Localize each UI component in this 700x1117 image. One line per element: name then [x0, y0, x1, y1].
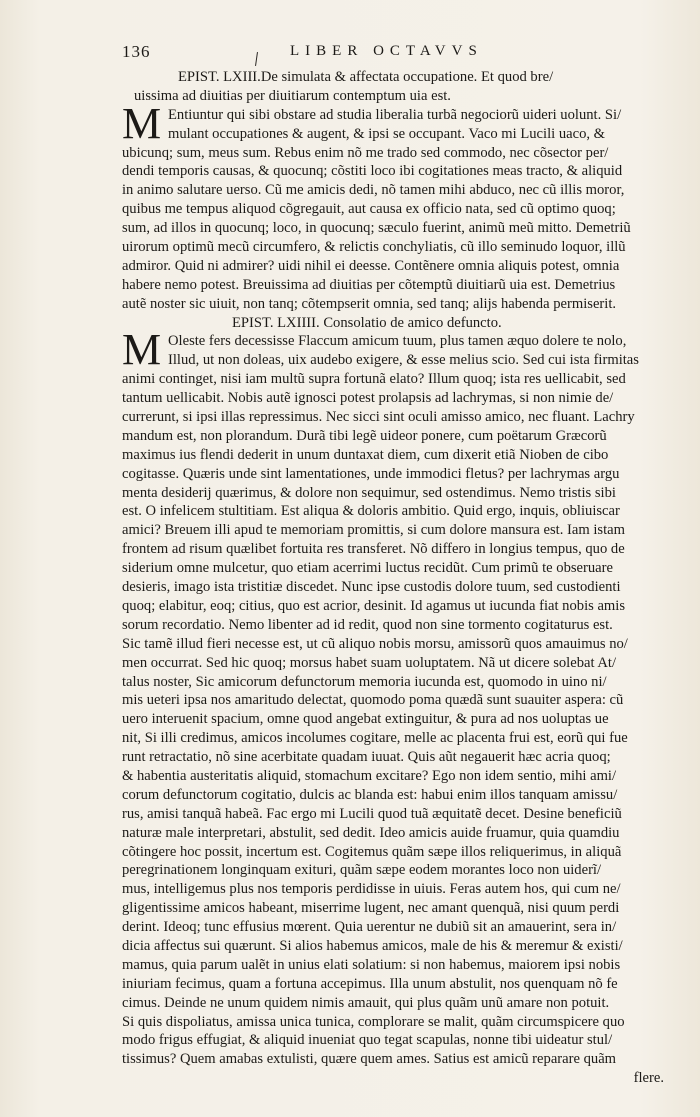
epistle-64-line: cõtingere hoc possit, incertum est. Cogitemus quãm sæpe illos reliquerimus, in aliquã [122, 843, 622, 860]
epistle-64-line: currerunt, si ipsi illas repressimus. Nec sicci sint oculi amisso amico, nec fluant. Lachry [122, 409, 635, 426]
epistle-63-heading-line-2: uissima ad diuitias per diuitiarum contemptum uia est. [134, 87, 451, 104]
epistle-64-line: sorum recordatio. Nemo libenter ad id redit, quod non sine tormento cogitaturus est. [122, 616, 613, 633]
epistle-63-body [122, 98, 668, 314]
epistle-64-line: runt retractatio, nõ sine acerbitate quadam iuuat. Quis aũt negauerit hæc acria quoq; [122, 749, 611, 766]
ink-mark [255, 52, 258, 66]
epistle-64-line: cogitasse. Quæris unde sint lamentationes, unde immodici fletus? per lachrymas argu [122, 465, 620, 482]
epistle-64-line: Oleste fers decessisse Flaccum amicum tuum, plus tamen æquo dolere te nolo, [168, 333, 627, 350]
epistle-64-line: maximus ius flendi dederit in unum duntaxat diem, cum dixerit etiã Nioben de cibo [122, 446, 609, 463]
epistle-64-line: iniuriam fecimus, quam a fortuna accepimus. Illa unum abstulit, nos quenquam nõ fe [122, 975, 618, 992]
epistle-64-line: frontem ad risum quælibet fortuita res transferet. Nõ differo in longius tempus, quo de [122, 541, 625, 558]
epistle-63-line: admiror. Quid ni admirer? uidi nihil ei deesse. Contẽnere omnia aliquis potest, omnia [122, 257, 620, 274]
running-head: LIBER OCTAVVS [290, 43, 483, 59]
epistle-63-line: dendi temporis causas, & quocunq; cõstiti loco ibi cogitationes meas tracto, & aliquid [122, 163, 623, 180]
epistle-64-line: menta desiderij quærimus, & dolore non sequimur, sed ostendimus. Nemo tristis sibi [122, 484, 616, 501]
epistle-64-line: amici? Breuem illi apud te memoriam promittis, si cum dolore mansura est. Iam istam [122, 522, 625, 539]
epistle-64-line: est. O infelicem stultitiam. Est aliqua & doloris ambitio. Quid ergo, inquis, obliuiscar [122, 503, 620, 520]
epistle-64-line: mis ueteri ipsa nos amaritudo delectat, quomodo poma quædã sunt suauiter aspera: cũ [122, 692, 624, 709]
epistle-64-line: desieris, imago ista tristitiæ discedet. Nunc ipse custodis dolore tuum, sed custodienti [122, 579, 621, 596]
epistle-64-line: peregrinationem longinquam exituri, quãm sæpe eodem morantes loco non uiderĩ/ [122, 862, 602, 879]
epistle-64-line: dicia affectus sui quærunt. Si alios habemus amicos, male de his & meremur & existi/ [122, 937, 623, 954]
text-block [122, 68, 668, 1088]
epistle-64-line: derint. Ideoq; tunc effusius mœrent. Quia uerentur ne dubiũ sit an amauerint, sera in/ [122, 919, 617, 936]
epistle-64-line: rus, amisi tanquã habeã. Fac ergo mi Lucili quod tuã æquitatẽ decet. Desine beneficiũ [122, 805, 622, 822]
epistle-64-initial: M [122, 325, 162, 375]
epistle-63-line: autẽ noster sic uiuit, non tanq; cõtempserit omnia, sed tanq; alijs habenda permiserit. [122, 295, 617, 312]
epistle-64-line: mandum est, non plorandum. Durã tibi legẽ uideor ponere, cum poëtarum Græcorũ [122, 427, 607, 444]
epistle-64-line: mamus, quia parum ualẽt in unius elati solatium: si non habemus, maiorem ipsi nobis [122, 956, 621, 973]
epistle-64-heading: EPIST. LXIIII. Consolatio de amico defuncto. [232, 314, 502, 331]
epistle-64-line: tantum uellicabit. Nobis autẽ ignosci potest prolapsis ad lachrymas, si non nimie de/ [122, 390, 614, 407]
epistle-64-line: uero interuenit spacium, omne quod angebat extinguitur, & pura ad nos uoluptas ue [122, 711, 609, 728]
epistle-64-line: naturæ male interpretari, abstulit, sed dedit. Ideo amicis auide fruamur, quia quamdiu [122, 824, 620, 841]
epistle-63-line: mulant occupationes & augent, & ipsi se occupant. Vaco mi Lucili uaco, & [168, 125, 606, 142]
epistle-64-line: nit, Si illi credimus, amicos incolumes cogitare, melle ac placenta frui est, eorũ qui fue [122, 730, 628, 747]
epistle-63-line: sum, ad illos in quocunq; loco, in quocunq; sæculo fuerint, animũ meũ mitto. Demetriũ [122, 220, 631, 237]
epistle-64-line: corum defunctorum cogitatio, dulcis ac blanda est: habui enim illos tanquam amissu/ [122, 786, 618, 803]
epistle-64-line: siderium omne mulcetur, quo etiam acerrimi luctus recidũt. Cum primũ te obseruare [122, 560, 613, 577]
epistle-64-line: animi continget, nisi iam multũ supra fortunã elato? Illum quoq; ista res uellicabit, sed [122, 371, 626, 388]
epistle-64-line: & habentia austeritatis aliquid, stomachum excitare? Ego non idem sentio, mihi ami/ [122, 767, 617, 784]
epistle-64-line: talus noster, Sic amicorum defunctorum memoria iucunda est, quomodo in uino ni/ [122, 673, 607, 690]
epistle-64-line: tissimus? Quem amabas extulisti, quære quem ames. Satius est amicũ reparare quãm [122, 1051, 617, 1068]
epistle-63-line: Entiuntur qui sibi obstare ad studia liberalia turbã negociorũ uideri uolunt. Si/ [168, 106, 622, 123]
epistle-63-line: habere nemo potest. Breuissima ad diuitias per cõtemptũ diuitiarũ uia est. Demetrius [122, 276, 616, 293]
epistle-64-line: Si quis dispoliatus, amissa unica tunica, complorare se malit, quãm circumspicere quo [122, 1013, 625, 1030]
epistle-63-line: in animo salutare uerso. Cũ me amicis dedi, nõ tamen mihi abduco, nec cũ illis moror, [122, 182, 625, 199]
epistle-64-line: Sic tamẽ illud fieri necesse est, ut cũ aliquo nobis morsu, amissorũ quos amauimus no/ [122, 635, 628, 652]
epistle-63-line: uirorum optimũ mecũ circumfero, & relictis conchyliatis, cũ illo seminudo loquor, illũ [122, 239, 626, 256]
epistle-63-line: ubicunq; sum, meus sum. Rebus enim nõ me trado sed commodo, nec cõsector per/ [122, 144, 609, 161]
epistle-63-initial: M [122, 98, 162, 148]
epistle-64-body [122, 325, 668, 1088]
epistle-64-line: mus, intelligemus plus nos temporis perdidisse in uiuis. Feras autem hos, qui cum ne/ [122, 881, 621, 898]
epistle-64-line: Illud, ut non doleas, uix audebo exigere, & esse melius scio. Sed cui ista firmitas [168, 352, 639, 369]
epistle-64-line: modo frigus effugiat, & aliquid inueniat quo tegat scapulas, nonne tibi uideatur stul/ [122, 1032, 613, 1049]
epistle-64-last-line: flere. [633, 1070, 664, 1087]
epistle-63-heading-line-1: EPIST. LXIII.De simulata & affectata occupatione. Et quod bre/ [178, 69, 554, 85]
epistle-64-line: cimus. Deinde ne unum quidem nimis amauit, qui plus quãm unũ amare non potuit. [122, 994, 610, 1011]
epistle-63-line: quibus me tempus aliquod cõgregauit, aut causa ex officio nata, sed cũ optimo quoq; [122, 201, 616, 218]
page-number: 136 [122, 42, 151, 61]
epistle-64-line: men occurrat. Sed hic quoq; morsus habet suam uoluptatem. Nã ut dicere solebat At/ [122, 654, 617, 671]
epistle-64-line: quoq; elabitur, eoq; citius, quo est acrior, desinit. Id agamus ut iucunda fiat nobis amis [122, 597, 626, 614]
epistle-64-line: gligentissime amicos habeant, miserrime lugent, nec amant quenquã, nisi quum perdi [122, 900, 620, 917]
